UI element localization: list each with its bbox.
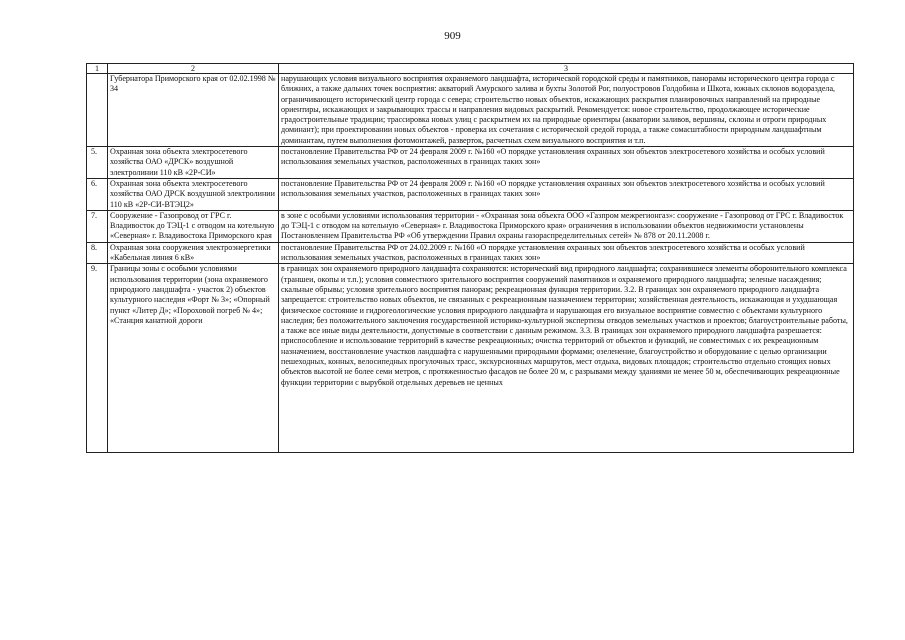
table-row [87, 242, 854, 264]
table-row [87, 147, 854, 179]
row-number: 7. [87, 210, 108, 242]
zone-name: Охранная зона объекта электросетевого хозяйства ОАО ДРСК воздушной электролинии 110 кВ «2Р-СИ-ВТЭЦ2» [108, 178, 279, 210]
regulation-text: нарушающих условия визуального восприятия охраняемого ландшафта, исторической городской среды и памятников, панорамы исторического центра города с ближних, а также дальних точек восприятия: акваторий Амурского залива и бухты Золотой Рог, полуостровов Голдобина и Шкота, южных склонов водораздела, ограничивающего исторический центр города с севера; строительство новых объектов, искажающих раскрытия планировочных направлений на природные ориентиры, искажающих и закрывающих трассы и направления видовых раскрытий. Рекомендуется: новое строительство, продолжающее исторические градостроительные традиции; трассировка новых улиц с раскрытием их на природные ориентиры (акватории заливов, вершины, склоны и отроги природных доминант); при проектировании новых объектов - проверка их сочетания с исторической средой города, а также сомасштабности природным ландшафтным доминантам, путем выполнения фотомонтажей, разверток, расчетных схем визуального восприятия и т.п. [279, 74, 854, 147]
zone-name: Охранная зона объекта электросетевого хозяйства ОАО «ДРСК» воздушной электролинии 110 кВ «2Р-СИ» [108, 147, 279, 179]
row-number: 9. [87, 264, 108, 453]
zone-name: Границы зоны с особыми условиями использования территории (зона охраняемого природного ландшафта - участок 2) объектов культурного наследия «Форт № 3»; «Опорный пункт «Литер Д»; «Пороховой погреб № 4»; «Станция канатной дороги [108, 264, 279, 453]
row-number [87, 74, 108, 147]
regulation-text: постановление Правительства РФ от 24 февраля 2009 г. №160 «О порядке установления охранных зон объектов электросетевого хозяйства и особых условий использования земельных участков, расположенных в границах таких зон» [279, 178, 854, 210]
column-header: 1 [87, 64, 108, 74]
column-header: 3 [279, 64, 854, 74]
regulation-text [279, 264, 854, 453]
table-row [87, 178, 854, 210]
regulation-text-body: в границах зон охраняемого природного ландшафта сохраняются: исторический вид природного ландшафта; сохранившиеся элементы оборонительного комплекса (траншеи, окопы и т.п.); условия совместного зрительного восприятия сооружений памятников и охраняемого природного ландшафта; зеленые насаждения; скальные обрывы; условия зрительного восприятия панорам; рекреационная функция территории. 3.2. В границах зон охраняемого природного ландшафта запрещается: строительство новых объектов, не связанных с рекреационным назначением территории; хозяйственная деятельность, искажающая и ухудшающая физическое состояние и гидрогеологические условия природного ландшафта и нарушающая его визуальное восприятие совместно с объектами культурного наследия; без положительного заключения государственной историко-культурной экспертизы отводов земельных участков и проектов; благоустроительные работы, а также все иные виды деятельности, допустимые в соответствии с данным режимом. 3.3. В границах зон охраняемого природного ландшафта разрешается: приспособление и использование территорий в качестве рекреационных; очистка территорий от объектов и функций, не совместимых с их рекреационным назначением, восстановление участков ландшафта с нарушенными природными формами; озеленение, благоустройство и оборудование с целью организации пешеходных, конных, велосипедных прогулочных трасс, экскурсионных маршрутов, мест отдыха, видовых площадок; строительство отдельно стоящих новых объектов высотой не более семи метров, с протяженностью фасадов не более 20 м, с разрывами между зданиями не менее 50 м, обеспечивающих рекреационные функции территории с вырубкой отдельных деревьев не ценных [281, 264, 848, 387]
regulation-text: в зоне с особыми условиями использования территории - «Охранная зона объекта ООО «Газпром межрегионгаз»: сооружение - Газопровод от ГРС г. Владивосток до ТЭЦ-1 с отводом на котельную «Северная» г. Владивостока Приморского края» ограничения в использовании объектов недвижимости установлены Постановленнем Правительства РФ «Об утверждении Правил охраны газораспределительных сетей» № 878 от 20.11.2008 г. [279, 210, 854, 242]
regulation-text: постановление Правительства РФ от 24 февраля 2009 г. №160 «О порядке установления охранных зон объектов электросетевого хозяйства и особых условий использования земельных участков, расположенных в границах таких зон» [279, 147, 854, 179]
zone-name: Сооружение - Газопровод от ГРС г. Владивосток до ТЭЦ-1 с отводом на котельную «Северная» г. Владивостока Приморского края [108, 210, 279, 242]
regulation-text: постановление Правительства РФ от 24.02.2009 г. №160 «О порядке установления охранных зон объектов электросетевого хозяйства и особых условий использования земельных участков, расположенных в границах таких зон» [279, 242, 854, 264]
column-header: 2 [108, 64, 279, 74]
zone-name: Губернатора Приморского края от 02.02.1998 № 34 [108, 74, 279, 147]
row-number: 8. [87, 242, 108, 264]
table-header-row [87, 64, 854, 74]
page-number: 909 [444, 30, 461, 42]
regulations-table [86, 63, 854, 453]
zone-name: Охранная зона сооружения электроэнергетики «Кабельная линия 6 кВ» [108, 242, 279, 264]
table-row [87, 264, 854, 453]
table-row [87, 210, 854, 242]
row-number: 5. [87, 147, 108, 179]
table-row [87, 74, 854, 147]
row-number: 6. [87, 178, 108, 210]
